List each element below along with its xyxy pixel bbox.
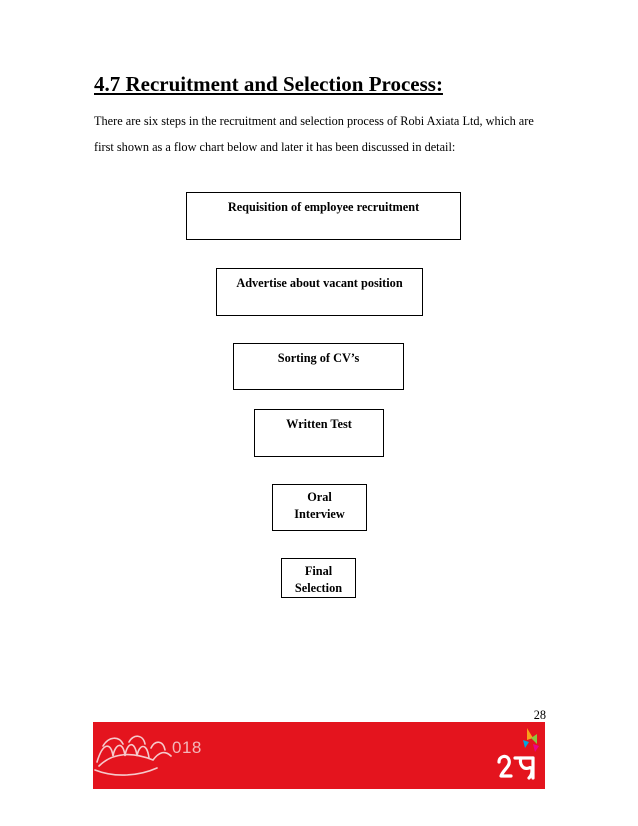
flow-step-oral-interview [272, 484, 367, 531]
footer-banner [93, 722, 545, 789]
intro-paragraph: There are six steps in the recruitment and selection process of Robi Axiata Ltd, which are first shown as a flow chart below and later it has been discussed in detail: [94, 114, 534, 154]
flow-step-final-selection [281, 558, 356, 598]
flow-step-label: Requisition of employee recruitment [227, 200, 420, 214]
flow-step-label-line2: Interview [294, 507, 345, 521]
page-number: 28 [533, 708, 546, 722]
flow-step-label: Advertise about vacant position [236, 276, 403, 290]
flow-step-label-line2: Selection [294, 581, 343, 595]
flow-step-label-line1: Oral [307, 490, 332, 504]
footer-number: 018 [172, 738, 202, 757]
flow-step-label: Sorting of CV’s [277, 351, 360, 365]
script-ribbon-icon [93, 722, 545, 789]
robi-logo-icon [493, 726, 543, 784]
flow-step-label-line1: Final [304, 564, 333, 578]
flow-step-advertise [216, 268, 423, 316]
section-heading: 4.7 Recruitment and Selection Process: [94, 72, 443, 96]
flow-step-sorting-cvs [233, 343, 404, 390]
flow-step-requisition [186, 192, 461, 240]
flow-step-written-test [254, 409, 384, 457]
flow-step-label: Written Test [286, 417, 352, 431]
